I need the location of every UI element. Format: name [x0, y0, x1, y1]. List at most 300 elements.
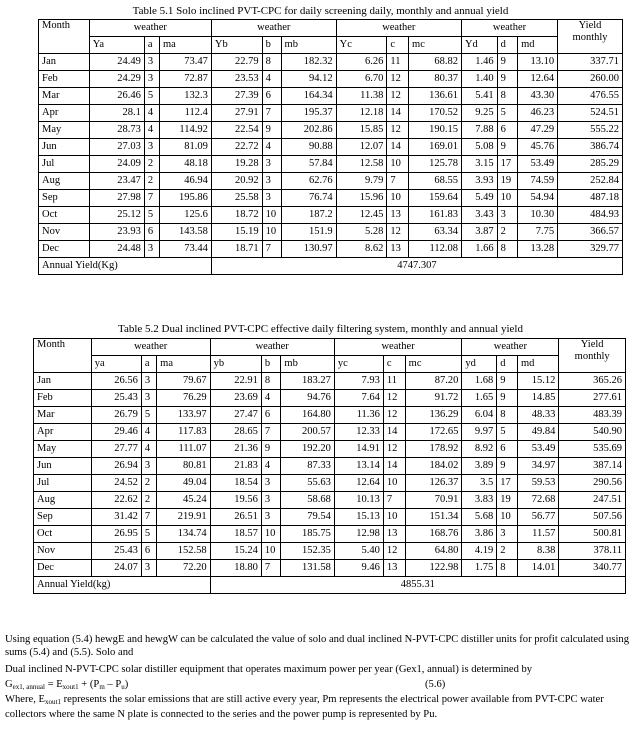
equation-5-6	[5, 679, 635, 694]
table1-subheader: Yc	[336, 37, 387, 54]
table1-cell: 24.29	[89, 71, 144, 88]
table2-cell: 19	[497, 492, 518, 509]
table1-cell: 386.74	[558, 139, 623, 156]
table2-cell: 87.20	[405, 373, 462, 390]
table1-cell: 10	[262, 207, 281, 224]
table2-cell: 91.72	[405, 390, 462, 407]
table1-cell: 12.45	[336, 207, 387, 224]
table1-cell: 5.08	[461, 139, 497, 156]
table2-cell: 151.34	[405, 509, 462, 526]
table2-cell: 9.97	[462, 424, 497, 441]
table1-group-header: weather	[89, 20, 211, 37]
table1-annual-row	[39, 258, 623, 275]
table2-cell: 2	[141, 492, 156, 509]
table2-month-cell: Oct	[34, 526, 92, 543]
table1-cell: 63.34	[409, 224, 462, 241]
table2-cell: 10	[497, 509, 518, 526]
table1-cell: 112.08	[409, 241, 462, 258]
table1-cell: 132.3	[160, 88, 212, 105]
table2-row	[34, 509, 626, 526]
table1-cell: 13.28	[518, 241, 558, 258]
table2-cell: 172.65	[405, 424, 462, 441]
table1-cell: 94.12	[281, 71, 336, 88]
table2-cell: 87.33	[281, 458, 334, 475]
table1-cell: 3	[144, 71, 159, 88]
table2-cell: 340.77	[559, 560, 626, 577]
table2-cell: 9	[497, 390, 518, 407]
table1-month-cell: Oct	[39, 207, 90, 224]
table2-row	[34, 492, 626, 509]
table1-cell: 3	[262, 156, 281, 173]
table1-cell: 6	[497, 122, 518, 139]
table1-month-header: Month	[39, 20, 90, 54]
table2-annual-value: 4855.31	[210, 577, 625, 594]
table2-cell: 3	[261, 509, 281, 526]
table1-cell: 2	[144, 173, 159, 190]
table2-month-cell: Jul	[34, 475, 92, 492]
table2-cell: 184.02	[405, 458, 462, 475]
table1-cell: 182.32	[281, 54, 336, 71]
table2-cell: 64.80	[405, 543, 462, 560]
table1-cell: 12.64	[518, 71, 558, 88]
table2-cell: 5	[141, 526, 156, 543]
table1-cell: 45.76	[518, 139, 558, 156]
table2-cell: 3.89	[462, 458, 497, 475]
table1-cell: 12	[387, 88, 409, 105]
table1-cell: 337.71	[558, 54, 623, 71]
table1-cell: 143.58	[160, 224, 212, 241]
table1-cell: 8	[262, 54, 281, 71]
table2-cell: 185.75	[281, 526, 334, 543]
table2-header-row	[34, 339, 626, 356]
table2-cell: 12.33	[334, 424, 383, 441]
table1-row	[39, 224, 623, 241]
table1-yield-header-line2: monthly	[572, 32, 608, 43]
table2-cell: 6	[261, 407, 281, 424]
table1-cell: 260.00	[558, 71, 623, 88]
table1-cell: 53.49	[518, 156, 558, 173]
table1-cell: 27.91	[211, 105, 262, 122]
table2-cell: 26.95	[91, 526, 141, 543]
table1-cell: 46.23	[518, 105, 558, 122]
table1-cell: 195.86	[160, 190, 212, 207]
table1-cell: 3	[144, 241, 159, 258]
table1-cell: 1.40	[461, 71, 497, 88]
eq-close: )	[124, 679, 129, 690]
table2-cell: 3	[141, 458, 156, 475]
table1-yield-header	[558, 20, 623, 54]
table1-month-cell: Feb	[39, 71, 90, 88]
table2-annual-row	[34, 577, 626, 594]
table2-cell: 126.37	[405, 475, 462, 492]
table2-cell: 136.29	[405, 407, 462, 424]
table1-cell: 7	[387, 173, 409, 190]
table2-subheader: yc	[334, 356, 383, 373]
table1-month-cell: Aug	[39, 173, 90, 190]
table1-cell: 9	[497, 54, 518, 71]
table2-cell: 11.36	[334, 407, 383, 424]
table1-cell: 19.28	[211, 156, 262, 173]
table2-cell: 152.58	[157, 543, 210, 560]
table2-cell: 10	[261, 543, 281, 560]
table1-annual-label: Annual Yield(Kg)	[39, 258, 212, 275]
table2-cell: 27.77	[91, 441, 141, 458]
table1-row	[39, 190, 623, 207]
table1-month-cell: Apr	[39, 105, 90, 122]
table2-cell: 7	[141, 509, 156, 526]
table2-cell: 24.52	[91, 475, 141, 492]
table1-cell: 3	[144, 54, 159, 71]
table2-cell: 5	[497, 424, 518, 441]
table1-cell: 57.84	[281, 156, 336, 173]
table1-row	[39, 105, 623, 122]
table2-cell: 26.51	[210, 509, 261, 526]
table1-subheader: a	[144, 37, 159, 54]
table2-subheader-row	[34, 356, 626, 373]
table2-cell: 48.33	[517, 407, 558, 424]
table1-cell: 524.51	[558, 105, 623, 122]
table2-cell: 290.56	[559, 475, 626, 492]
table1-cell: 2	[144, 156, 159, 173]
table1-cell: 72.87	[160, 71, 212, 88]
table1-cell: 329.77	[558, 241, 623, 258]
table1-cell: 76.74	[281, 190, 336, 207]
table1-month-cell: Jan	[39, 54, 90, 71]
table2-cell: 27.47	[210, 407, 261, 424]
table2-cell: 12	[383, 407, 405, 424]
table2-cell: 15.13	[334, 509, 383, 526]
table1-cell: 74.59	[518, 173, 558, 190]
table1-cell: 1.46	[461, 54, 497, 71]
table1-subheader: md	[518, 37, 558, 54]
table1-cell: 4	[262, 71, 281, 88]
table1-cell: 159.64	[409, 190, 462, 207]
table1-cell: 81.09	[160, 139, 212, 156]
table1-cell: 24.49	[89, 54, 144, 71]
table1-cell: 487.18	[558, 190, 623, 207]
table1-row	[39, 88, 623, 105]
table2-cell: 8	[497, 560, 518, 577]
table1-cell: 68.82	[409, 54, 462, 71]
eq-rest: + (P	[78, 679, 100, 690]
table1-cell: 3	[262, 190, 281, 207]
table2-cell: 9.46	[334, 560, 383, 577]
table1-cell: 22.79	[211, 54, 262, 71]
table2-row	[34, 373, 626, 390]
table1-cell: 7.88	[461, 122, 497, 139]
table2-cell: 13	[383, 560, 405, 577]
table2-subheader: mc	[405, 356, 462, 373]
table2-subheader: b	[261, 356, 281, 373]
table2-group-header: weather	[91, 339, 210, 356]
table1-cell: 366.57	[558, 224, 623, 241]
eq-e-sub: xout1	[62, 683, 79, 691]
table2-cell: 53.49	[517, 441, 558, 458]
table1-subheader: mb	[281, 37, 336, 54]
paragraph-equation-intro: Using equation (5.4) hewgE and hewgW can be calculated the value of solo and dual inclined N-PVT-CPC distiller units for profit calculated using sums (5.4) and (5.5). Solo and	[5, 634, 629, 658]
table1-cell: 15.85	[336, 122, 387, 139]
table2-cell: 31.42	[91, 509, 141, 526]
table2-month-cell: Mar	[34, 407, 92, 424]
table2-cell: 72.20	[157, 560, 210, 577]
table2-cell: 29.46	[91, 424, 141, 441]
table2-month-cell: Jun	[34, 458, 92, 475]
table1-cell: 151.9	[281, 224, 336, 241]
table1-cell: 47.29	[518, 122, 558, 139]
table1-cell: 5.49	[461, 190, 497, 207]
table2-cell: 483.39	[559, 407, 626, 424]
table1-caption: Table 5.1 Solo inclined PVT-CPC for daily screening daily, monthly and annual yield	[132, 5, 509, 17]
table1-group-header: weather	[461, 20, 557, 37]
table1-cell: 7	[262, 241, 281, 258]
eq-g-sub: ex1, annual	[12, 683, 45, 691]
table1-cell: 11.38	[336, 88, 387, 105]
table2-cell: 45.24	[157, 492, 210, 509]
table2-row	[34, 390, 626, 407]
table2-month-header: Month	[34, 339, 92, 373]
table2-subheader: ya	[91, 356, 141, 373]
table2-yield-header-line1: Yield	[580, 339, 604, 350]
table2-subheader: md	[517, 356, 558, 373]
table1-subheader: Ya	[89, 37, 144, 54]
table2-cell: 3.5	[462, 475, 497, 492]
table2-cell: 79.67	[157, 373, 210, 390]
table1-month-cell: Jun	[39, 139, 90, 156]
table2-cell: 25.43	[91, 390, 141, 407]
eq-minus: – P	[104, 679, 122, 690]
table1-month-cell: Nov	[39, 224, 90, 241]
table1-cell: 3.15	[461, 156, 497, 173]
table2-month-cell: Apr	[34, 424, 92, 441]
table1-cell: 7	[144, 190, 159, 207]
table2-caption: Table 5.2 Dual inclined PVT-CPC effective daily filtering system, monthly and annual yield	[118, 323, 523, 335]
table2-cell: 183.27	[281, 373, 334, 390]
table2-cell: 6.04	[462, 407, 497, 424]
table1-yield-header-line1: Yield	[578, 20, 602, 31]
table1-cell: 161.83	[409, 207, 462, 224]
table2-cell: 14	[383, 424, 405, 441]
table1-row	[39, 122, 623, 139]
table1-cell: 12.07	[336, 139, 387, 156]
table2-cell: 111.07	[157, 441, 210, 458]
table2-cell: 12	[383, 390, 405, 407]
table1-cell: 22.54	[211, 122, 262, 139]
table1-cell: 27.39	[211, 88, 262, 105]
table2-cell: 3	[141, 390, 156, 407]
table2-cell: 28.65	[210, 424, 261, 441]
table2-subheader: mb	[281, 356, 334, 373]
table1-subheader: ma	[160, 37, 212, 54]
table2-cell: 56.77	[517, 509, 558, 526]
table1-cell: 12.18	[336, 105, 387, 122]
table1-group-header: weather	[211, 20, 336, 37]
table1-subheader: d	[497, 37, 518, 54]
table1-cell: 202.86	[281, 122, 336, 139]
table1-cell: 187.2	[281, 207, 336, 224]
table1-cell: 5.41	[461, 88, 497, 105]
table2-cell: 152.35	[281, 543, 334, 560]
table2-cell: 10.13	[334, 492, 383, 509]
table1-cell: 27.98	[89, 190, 144, 207]
table1-cell: 170.52	[409, 105, 462, 122]
table1-cell: 4	[144, 105, 159, 122]
table2-cell: 10	[383, 475, 405, 492]
table1-cell: 4	[144, 122, 159, 139]
table2-subheader: ma	[157, 356, 210, 373]
table1-cell: 7	[262, 105, 281, 122]
table1-cell: 22.72	[211, 139, 262, 156]
table1-cell: 15.19	[211, 224, 262, 241]
table1-cell: 9	[497, 139, 518, 156]
table1-row	[39, 156, 623, 173]
table2-cell: 17	[497, 475, 518, 492]
table1-cell: 18.71	[211, 241, 262, 258]
table1-cell: 5	[497, 105, 518, 122]
table2-cell: 9	[261, 441, 281, 458]
table1-cell: 24.48	[89, 241, 144, 258]
table2-cell: 8	[261, 373, 281, 390]
table2-cell: 4	[141, 441, 156, 458]
table2-cell: 76.29	[157, 390, 210, 407]
table1-cell: 555.22	[558, 122, 623, 139]
table2-cell: 72.68	[517, 492, 558, 509]
table1-cell: 12	[387, 122, 409, 139]
table1-cell: 20.92	[211, 173, 262, 190]
table1-cell: 125.6	[160, 207, 212, 224]
table1-cell: 28.1	[89, 105, 144, 122]
table2-cell: 12	[383, 543, 405, 560]
table1-cell: 136.61	[409, 88, 462, 105]
table2-cell: 6	[141, 543, 156, 560]
table1-cell: 28.73	[89, 122, 144, 139]
table2-cell: 10	[261, 526, 281, 543]
eq-pu-sub: u	[121, 683, 125, 691]
table2-cell: 3	[497, 526, 518, 543]
table1-cell: 476.55	[558, 88, 623, 105]
table2-cell: 23.69	[210, 390, 261, 407]
table2-cell: 49.84	[517, 424, 558, 441]
table2-cell: 18.80	[210, 560, 261, 577]
table2-cell: 178.92	[405, 441, 462, 458]
table1-cell: 48.18	[160, 156, 212, 173]
table1-cell: 13	[387, 207, 409, 224]
table2-cell: 58.68	[281, 492, 334, 509]
table1-subheader: Yb	[211, 37, 262, 54]
table2-cell: 13	[383, 526, 405, 543]
table2-cell: 122.98	[405, 560, 462, 577]
table1-cell: 9	[262, 122, 281, 139]
table1-group-header: weather	[336, 20, 461, 37]
table2-cell: 26.56	[91, 373, 141, 390]
table1-cell: 5	[144, 88, 159, 105]
table2-cell: 8	[497, 407, 518, 424]
table1-cell: 3.43	[461, 207, 497, 224]
table1-subheader-row	[39, 37, 623, 54]
table2-group-header: weather	[210, 339, 334, 356]
table1-cell: 10.30	[518, 207, 558, 224]
table2-cell: 1.75	[462, 560, 497, 577]
table2-cell: 12.64	[334, 475, 383, 492]
table1-row	[39, 241, 623, 258]
table1-cell: 1.66	[461, 241, 497, 258]
table2-cell: 277.61	[559, 390, 626, 407]
table2-cell: 7	[261, 424, 281, 441]
table1-cell: 43.30	[518, 88, 558, 105]
table2-row	[34, 560, 626, 577]
table1-header-row	[39, 20, 623, 37]
table1-month-cell: May	[39, 122, 90, 139]
table1-cell: 23.53	[211, 71, 262, 88]
table2-cell: 80.81	[157, 458, 210, 475]
eq-pm-sub: m	[99, 683, 105, 691]
table1	[38, 19, 623, 275]
table1-cell: 484.93	[558, 207, 623, 224]
table1-cell: 13.10	[518, 54, 558, 71]
table1-cell: 25.58	[211, 190, 262, 207]
table2-row	[34, 424, 626, 441]
table2-cell: 7.64	[334, 390, 383, 407]
table2-row	[34, 475, 626, 492]
table2-month-cell: May	[34, 441, 92, 458]
table2-cell: 168.76	[405, 526, 462, 543]
table1-month-cell: Sep	[39, 190, 90, 207]
table1-cell: 3.87	[461, 224, 497, 241]
table2-cell: 19.56	[210, 492, 261, 509]
table1-cell: 3.93	[461, 173, 497, 190]
table1-cell: 10	[387, 190, 409, 207]
table2-row	[34, 458, 626, 475]
where-lead: Where, E	[5, 694, 45, 705]
table1-cell: 8.62	[336, 241, 387, 258]
table1-cell: 6.70	[336, 71, 387, 88]
table2-cell: 6	[497, 441, 518, 458]
table1-cell: 8	[497, 241, 518, 258]
table2-month-cell: Jan	[34, 373, 92, 390]
table2-cell: 12.98	[334, 526, 383, 543]
table1-cell: 3	[497, 207, 518, 224]
table2-cell: 21.83	[210, 458, 261, 475]
table2-cell: 79.54	[281, 509, 334, 526]
table2-cell: 7	[383, 492, 405, 509]
table2-subheader: a	[141, 356, 156, 373]
table1-cell: 114.92	[160, 122, 212, 139]
table1-cell: 3	[144, 139, 159, 156]
table2-cell: 3	[141, 560, 156, 577]
table2-cell: 500.81	[559, 526, 626, 543]
table2-month-cell: Feb	[34, 390, 92, 407]
table2-cell: 7.93	[334, 373, 383, 390]
table1-cell: 112.4	[160, 105, 212, 122]
table2-subheader: yb	[210, 356, 261, 373]
table2-cell: 94.76	[281, 390, 334, 407]
table2-cell: 18.57	[210, 526, 261, 543]
table1-cell: 15.96	[336, 190, 387, 207]
table1-row	[39, 207, 623, 224]
table1-cell: 5.28	[336, 224, 387, 241]
table2-cell: 117.83	[157, 424, 210, 441]
table2-cell: 3	[261, 475, 281, 492]
table2-cell: 9	[497, 373, 518, 390]
table2-yield-header-line2: monthly	[574, 351, 610, 362]
table2-cell: 3	[141, 373, 156, 390]
table2-cell: 1.68	[462, 373, 497, 390]
table1-cell: 285.29	[558, 156, 623, 173]
table2-subheader: yd	[462, 356, 497, 373]
table2-cell: 4.19	[462, 543, 497, 560]
table2-cell: 5.68	[462, 509, 497, 526]
table2-cell: 387.14	[559, 458, 626, 475]
table1-annual-value: 4747.307	[211, 258, 622, 275]
